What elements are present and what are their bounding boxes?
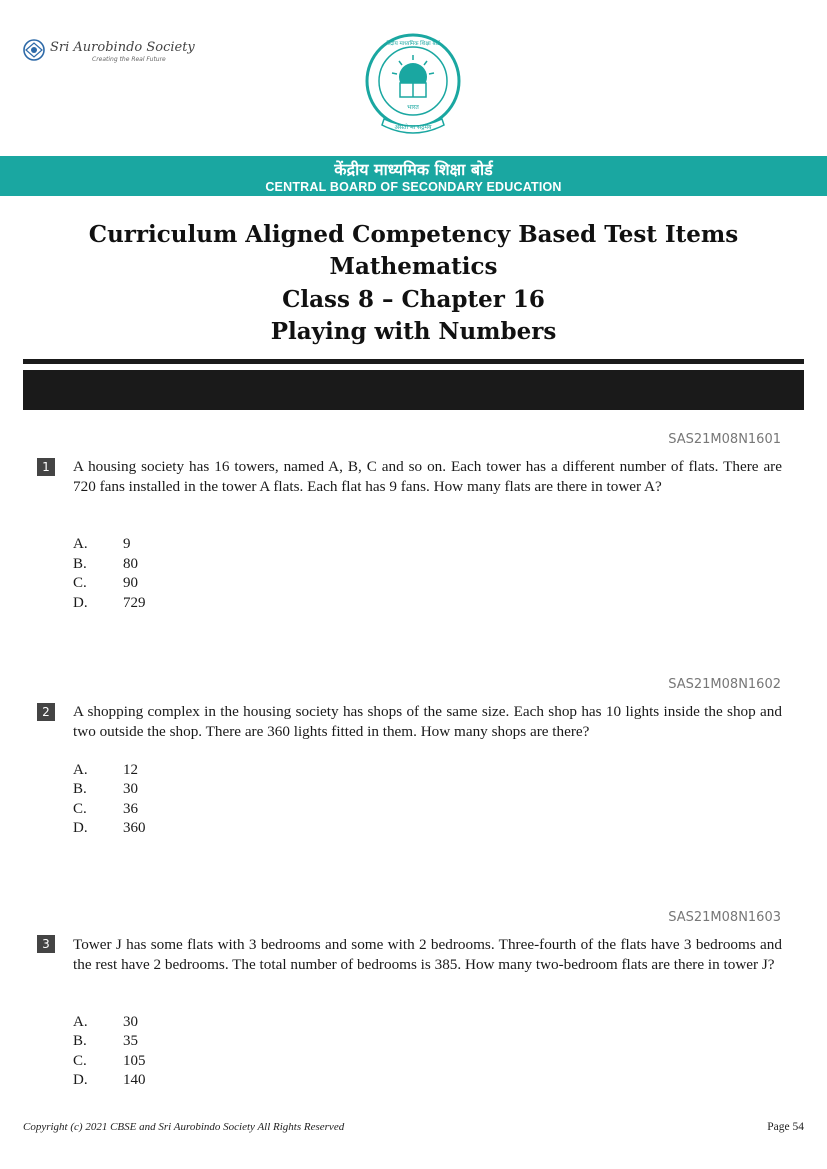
option-label: C. [73,1053,87,1069]
title-divider-bar [23,370,804,410]
option-value: 140 [123,1072,146,1088]
subject-title: Mathematics [329,253,498,280]
page-number: Page 54 [767,1121,804,1133]
question-code: SAS21M08N1603 [668,910,781,925]
answer-option [73,780,138,800]
option-value: 80 [123,556,138,572]
question-text: A shopping complex in the housing society has shops of the same size. Each shop has 10 lights inside the shop and two outside the shop. There are 360 lights fitted in them. How many shops are there? [73,703,782,740]
option-value: 12 [123,762,138,778]
option-label: D. [73,1072,88,1088]
answer-option [73,1052,146,1072]
option-label: B. [73,556,87,572]
question-number-badge: 1 [37,458,55,476]
answer-option [73,555,138,575]
option-label: C. [73,801,87,817]
question-code: SAS21M08N1601 [668,432,781,447]
answer-option [73,819,146,839]
cbse-name-english: CENTRAL BOARD OF SECONDARY EDUCATION [265,180,562,194]
cbse-emblem-top-text: केंद्रीय माध्यमिक शिक्षा बोर्ड [386,41,440,47]
option-value: 360 [123,820,146,836]
question-text: Tower J has some flats with 3 bedrooms and some with 2 bedrooms. Three-fourth of the flats have 3 bedrooms and the rest have 2 bedrooms. The total number of bedrooms is 385. How many two-bedroom flats are there in tower J? [73,936,782,973]
option-value: 30 [123,1014,138,1030]
option-label: B. [73,781,87,797]
answer-option [73,574,138,594]
cbse-name-hindi: केंद्रीय माध्यमिक शिक्षा बोर्ड [334,160,493,179]
document-title: Curriculum Aligned Competency Based Test Items [88,221,739,248]
question-text: A housing society has 16 towers, named A, B, C and so on. Each tower has a different number of flats. There are 720 fans installed in the tower A flats. Each flat has 9 fans. How many flats are there in tower A? [73,458,782,495]
option-value: 90 [123,575,138,591]
option-label: A. [73,1014,88,1030]
answer-option [73,535,131,555]
class-chapter-title: Class 8 – Chapter 16 [282,286,545,313]
answer-option [73,800,138,820]
option-value: 9 [123,536,131,552]
option-value: 30 [123,781,138,797]
answer-option [73,1071,146,1091]
answer-option [73,594,146,614]
question-number-badge: 2 [37,703,55,721]
question-code: SAS21M08N1602 [668,677,781,692]
question-number-badge: 3 [37,935,55,953]
option-label: D. [73,595,88,611]
option-value: 36 [123,801,138,817]
option-label: C. [73,575,87,591]
option-label: B. [73,1033,87,1049]
answer-option [73,1013,138,1033]
sas-logo-text: Sri Aurobindo Society [50,40,195,55]
cbse-emblem-bottom-text: भारत [407,104,419,111]
option-label: A. [73,762,88,778]
option-value: 105 [123,1053,146,1069]
chapter-name-title: Playing with Numbers [270,318,557,345]
option-label: A. [73,536,88,552]
option-value: 729 [123,595,146,611]
copyright-notice: Copyright (c) 2021 CBSE and Sri Aurobindo Society All Rights Reserved [23,1121,345,1133]
cbse-emblem-motto: असतो मा सद्गमय [394,124,432,131]
option-value: 35 [123,1033,138,1049]
answer-option [73,761,138,781]
option-label: D. [73,820,88,836]
sas-logo-tagline: Creating the Real Future [92,56,166,63]
cbse-emblem-icon [362,33,464,141]
answer-option [73,1032,138,1052]
title-divider-thin [23,359,804,364]
